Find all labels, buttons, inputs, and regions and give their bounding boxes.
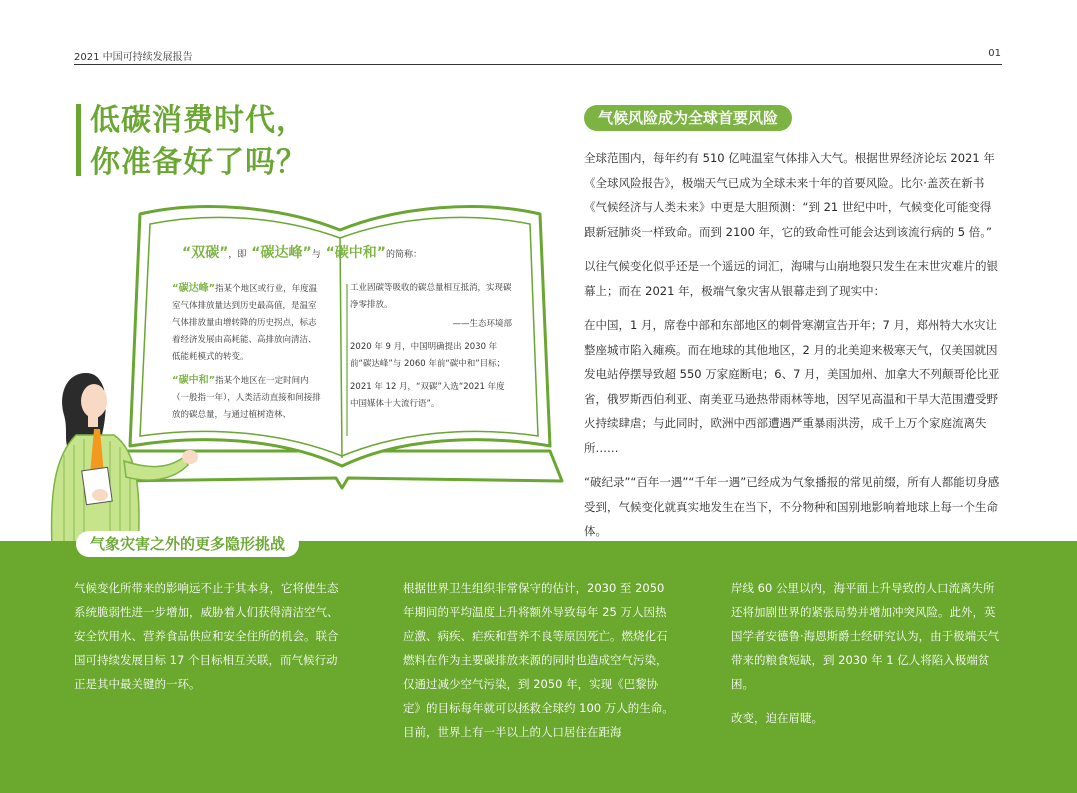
- page-number: 01: [988, 48, 1001, 59]
- section1-label: 气候风险成为全球首要风险: [584, 105, 792, 131]
- report-header-title: 2021 中国可持续发展报告: [74, 52, 193, 63]
- section1-paragraph-3: 在中国，1 月，席卷中部和东部地区的刺骨寒潮宣告开年；7 月，郑州特大水灾让整座城市陷入瘫痪。而在地球的其他地区，2 月的北美迎来极寒天气，仅美国就因发电站停摆导致超 550 万家庭断电；6、7 月，美国加州、加拿大不列颠哥伦比亚省，俄罗斯西伯利亚、南美亚马逊热带雨林等地，因罕见高温和干旱大范围遭受野火持续肆虐；与此同时，欧洲中西部遭遇严重暴雨洪涝，成千上万个家庭流离失所……: [584, 318, 1000, 455]
- section2-col2-paragraph: 根据世界卫生组织非常保守的估计，2030 至 2050 年期间的平均温度上升将额外导致每年 25 万人因热应激、病疾、疟疾和营养不良等原因死亡。燃烧化石燃料在作为主要碳排放来源的同时也造成空气污染，仅通过减少空气污染，到 2050 年，实现《巴黎协定》的目标每年就可以拯救全球约 100 万人的生命。目前，世界上有一半以上的人口居住在距海: [403, 581, 674, 739]
- section1-paragraph-2: 以往气候变化似乎还是一个遥远的词汇，海啸与山崩地裂只发生在末世灾难片的银幕上；而在 2021 年，极端气象灾害从银幕走到了现实中：: [584, 259, 998, 298]
- left-term2: “碳中和”: [172, 375, 216, 386]
- heading-tail: 的简称：: [386, 250, 423, 260]
- right-p3: 2021 年 12 月，“双碳”入选“2021 年度中国媒体十大流行语”。: [350, 382, 505, 409]
- right-p2: 2020 年 9 月，中国明确提出 2030 年前“碳达峰”与 2060 年前“碳中和”目标；: [350, 342, 506, 369]
- section1-body: [584, 146, 1002, 554]
- term-shuangtan: “双碳”: [182, 245, 229, 261]
- person-illustration: [38, 365, 208, 547]
- section1-paragraph-4: “破纪录”“百年一遇”“千年一遇”已经成为气象播报的常见前缀，所有人都能切身感受到，气候变化就真实地发生在当下，不分物种和国别地影响着地球上每一个生命体。: [584, 475, 1000, 538]
- term-tanzhonghe: “碳中和”: [325, 245, 386, 261]
- section2-column-1: [74, 576, 346, 706]
- left-def1: 指某个地区或行业，年度温室气体排放量达到历史最高值，是温室气体排放量由增转降的历史拐点，标志着经济发展由高耗能、高排放向清洁、低能耗模式的转变。: [172, 284, 318, 362]
- section2-column-3: [731, 576, 1003, 740]
- section1-paragraph-1: 全球范围内，每年约有 510 亿吨温室气体排入大气。根据世界经济论坛 2021 年《全球风险报告》，极端天气已成为全球未来十年的首要风险。比尔·盖茨在新书《气候经济与人类未来》中更是大胆预测：“到 21 世纪中叶，气候变化可能变得跟新冠肺炎一样致命。而到 2100 年，它的致命性可能会达到该流行病的 5 倍。”: [584, 151, 995, 239]
- heading-sep2: 与: [311, 250, 321, 260]
- left-def2: 指某个地区在一定时间内（一般指一年），人类活动直接和间接排放的碳总量，与通过植树造林、: [172, 376, 321, 420]
- page-title-line2: 你准备好了吗？: [90, 145, 307, 180]
- term-tandafeng: “碳达峰”: [251, 245, 312, 261]
- right-p1: 工业固碳等吸收的碳总量相互抵消，实现碳净零排放。: [350, 283, 512, 310]
- title-accent-bar: [76, 104, 81, 176]
- heading-sep1: ，即: [228, 250, 247, 260]
- section2-label: 气象灾害之外的更多隐形挑战: [76, 531, 299, 557]
- section2-col1-paragraph: 气候变化所带来的影响远不止于其本身，它将使生态系统脆弱性进一步增加，威胁着人们获得清洁空气、安全饮用水、营养食品供应和安全住所的机会。联合国可持续发展目标 17 个目标相互关联，而气候行动正是其中最关键的一环。: [74, 581, 339, 691]
- book-heading: [182, 242, 422, 262]
- header-divider: [74, 64, 1002, 65]
- section2-col3-paragraph-2: 改变，迫在眉睫。: [731, 711, 823, 725]
- page-title: [90, 100, 307, 184]
- section2-col3-paragraph-1: 岸线 60 公里以内，海平面上升导致的人口流离失所还将加剧世界的紧张局势并增加冲突风险。此外，英国学者安德鲁·海恩斯爵士经研究认为，由于极端天气带来的粮食短缺，到 2030 年 1 亿人将陷入极端贫困。: [731, 581, 1000, 691]
- book-right-page: [350, 280, 512, 419]
- page-title-line1: 低碳消费时代，: [90, 103, 307, 138]
- right-source: ——生态环境部: [452, 319, 512, 329]
- section2-column-2: [403, 576, 675, 754]
- left-term1: “碳达峰”: [172, 283, 216, 294]
